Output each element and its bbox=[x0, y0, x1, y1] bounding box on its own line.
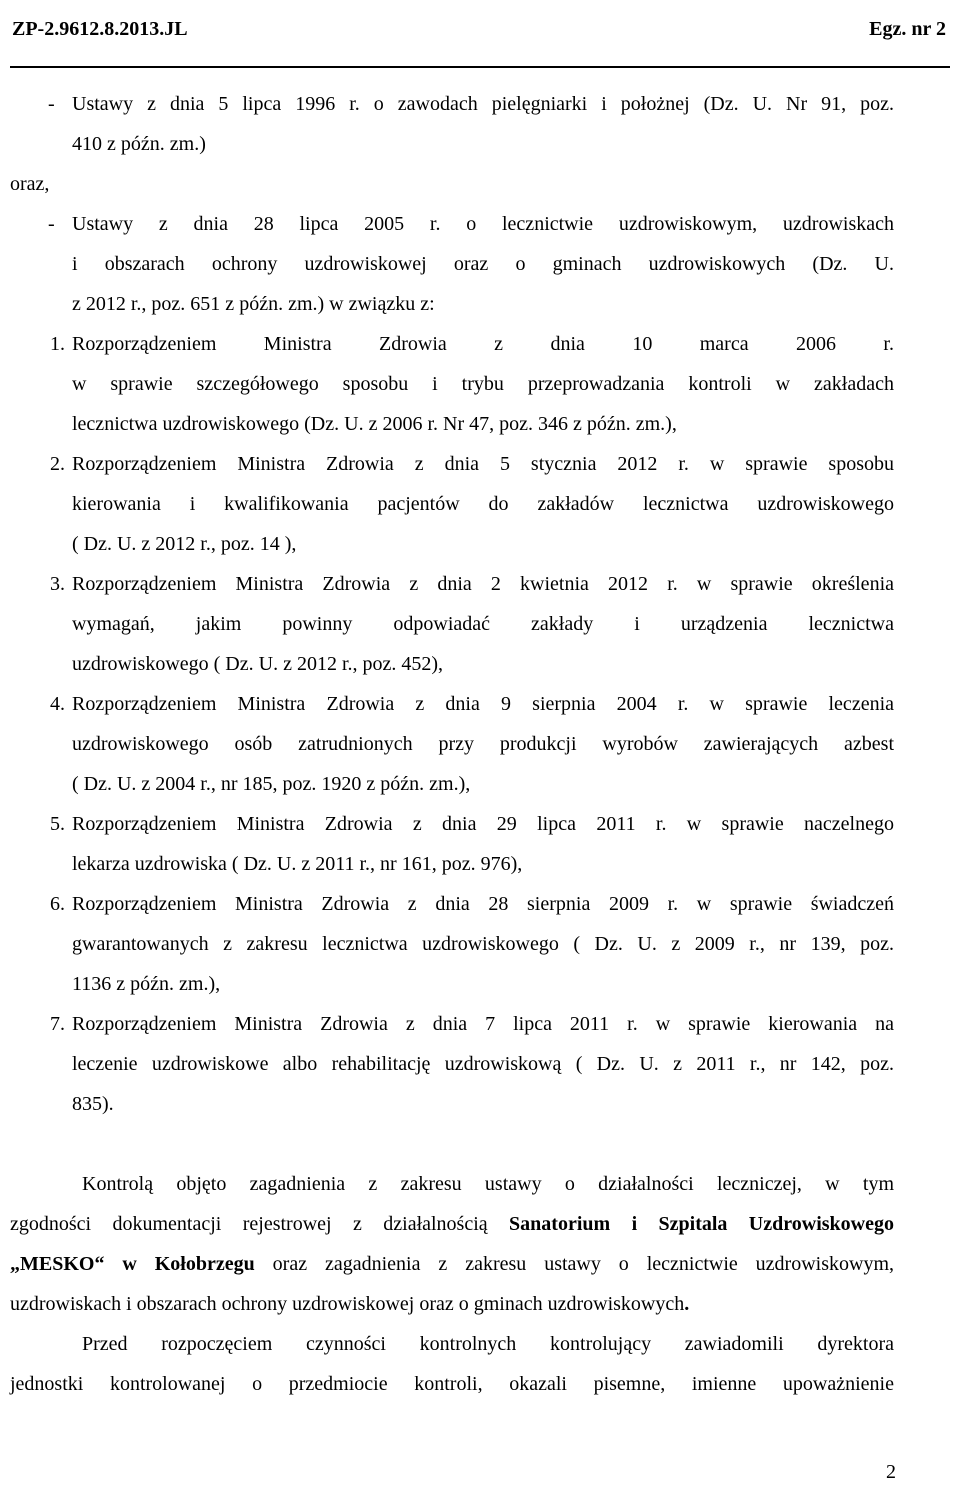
list-line: Ustawy z dnia 28 lipca 2005 r. o lecznictwie uzdrowiskowym, uzdrowiskach bbox=[72, 213, 894, 235]
paragraph-line bbox=[10, 1244, 894, 1284]
institution-name: „MESKO“ w Kołobrzegu bbox=[10, 1253, 255, 1275]
regulation-item bbox=[10, 1004, 894, 1124]
list-line: 1136 z późn. zm.), bbox=[72, 973, 221, 995]
paragraph-line: jednostki kontrolowanej o przedmiocie kontroli, okazali pisemne, imienne upoważnienie bbox=[10, 1373, 894, 1395]
item-number: 7. bbox=[50, 1013, 65, 1035]
list-line: i obszarach ochrony uzdrowiskowej oraz o gminach uzdrowiskowych (Dz. U. bbox=[72, 253, 894, 275]
list-line: Rozporządzeniem Ministra Zdrowia z dnia 2 kwietnia 2012 r. w sprawie określenia bbox=[72, 573, 894, 595]
paragraph-text: oraz zagadnienia z zakresu ustawy o lecznictwie uzdrowiskowym, bbox=[254, 1253, 894, 1275]
list-line: uzdrowiskowego osób zatrudnionych przy produkcji wyrobów zawierających azbest bbox=[72, 733, 894, 755]
paragraph-line bbox=[10, 1204, 894, 1244]
copy-number: Egz. nr 2 bbox=[869, 18, 946, 40]
list-line: 410 z późn. zm.) bbox=[72, 133, 206, 155]
item-number: 5. bbox=[50, 813, 65, 835]
list-line: Rozporządzeniem Ministra Zdrowia z dnia 5 stycznia 2012 r. w sprawie sposobu bbox=[72, 453, 894, 475]
regulation-item bbox=[10, 324, 894, 444]
list-line: uzdrowiskowego ( Dz. U. z 2012 r., poz. 452), bbox=[72, 653, 444, 675]
list-line: Rozporządzeniem Ministra Zdrowia z dnia 9 sierpnia 2004 r. w sprawie leczenia bbox=[72, 693, 894, 715]
list-line: ( Dz. U. z 2012 r., poz. 14 ), bbox=[72, 533, 297, 555]
institution-name: Sanatorium i Szpitala Uzdrowiskowego bbox=[509, 1213, 894, 1235]
list-dash: - bbox=[48, 93, 55, 115]
paragraph-period: . bbox=[684, 1293, 690, 1315]
list-line: wymagań, jakim powinny odpowiadać zakłady i urządzenia lecznictwa bbox=[72, 613, 894, 635]
section-spacer bbox=[10, 1124, 894, 1164]
legal-basis-item bbox=[10, 204, 894, 324]
item-number: 2. bbox=[50, 453, 65, 475]
page-number: 2 bbox=[886, 1461, 896, 1483]
list-line: z 2012 r., poz. 651 z późn. zm.) w związku z: bbox=[72, 293, 435, 315]
connector-text: oraz, bbox=[10, 173, 50, 195]
legal-basis-item bbox=[10, 84, 894, 164]
regulation-item bbox=[10, 564, 894, 684]
item-number: 3. bbox=[50, 573, 65, 595]
document-body bbox=[10, 84, 894, 1404]
item-number: 6. bbox=[50, 893, 65, 915]
document-reference: ZP-2.9612.8.2013.JL bbox=[12, 18, 188, 40]
paragraph-line: Przed rozpoczęciem czynności kontrolnych kontrolujący zawiadomili dyrektora bbox=[82, 1333, 894, 1355]
regulations-list bbox=[10, 324, 894, 1124]
paragraph-text: zgodności dokumentacji rejestrowej z działalnością bbox=[10, 1213, 510, 1235]
list-line: kierowania i kwalifikowania pacjentów do zakładów lecznictwa uzdrowiskowego bbox=[72, 493, 894, 515]
item-number: 1. bbox=[50, 333, 65, 355]
list-line: Rozporządzeniem Ministra Zdrowia z dnia 7 lipca 2011 r. w sprawie kierowania na bbox=[72, 1013, 894, 1035]
paragraph-text: uzdrowiskach i obszarach ochrony uzdrowiskowej oraz o gminach uzdrowiskowych bbox=[10, 1293, 685, 1315]
regulation-item bbox=[10, 444, 894, 564]
paragraph-line bbox=[10, 1284, 894, 1324]
notification-paragraph bbox=[10, 1324, 894, 1404]
list-line: 835). bbox=[72, 1093, 114, 1115]
list-line: gwarantowanych z zakresu lecznictwa uzdrowiskowego ( Dz. U. z 2009 r., nr 139, poz. bbox=[72, 933, 894, 955]
list-line: lecznictwa uzdrowiskowego (Dz. U. z 2006 r. Nr 47, poz. 346 z późn. zm.), bbox=[72, 413, 677, 435]
list-line: w sprawie szczegółowego sposobu i trybu przeprowadzania kontroli w zakładach bbox=[72, 373, 894, 395]
list-line: Rozporządzeniem Ministra Zdrowia z dnia 10 marca 2006 r. bbox=[72, 333, 894, 355]
page-header bbox=[0, 0, 960, 64]
regulation-item bbox=[10, 804, 894, 884]
header-divider bbox=[10, 66, 950, 68]
list-dash: - bbox=[48, 213, 55, 235]
item-number: 4. bbox=[50, 693, 65, 715]
inspection-scope-paragraph bbox=[10, 1164, 894, 1324]
regulation-item bbox=[10, 684, 894, 804]
list-line: leczenie uzdrowiskowe albo rehabilitację uzdrowiskową ( Dz. U. z 2011 r., nr 142, poz. bbox=[72, 1053, 894, 1075]
list-line: lekarza uzdrowiska ( Dz. U. z 2011 r., nr 161, poz. 976), bbox=[72, 853, 523, 875]
regulation-item bbox=[10, 884, 894, 1004]
list-line: ( Dz. U. z 2004 r., nr 185, poz. 1920 z późn. zm.), bbox=[72, 773, 471, 795]
list-line: Ustawy z dnia 5 lipca 1996 r. o zawodach pielęgniarki i położnej (Dz. U. Nr 91, poz. bbox=[72, 93, 894, 115]
list-line: Rozporządzeniem Ministra Zdrowia z dnia 29 lipca 2011 r. w sprawie naczelnego bbox=[72, 813, 894, 835]
paragraph-line: Kontrolą objęto zagadnienia z zakresu ustawy o działalności leczniczej, w tym bbox=[82, 1173, 894, 1195]
list-line: Rozporządzeniem Ministra Zdrowia z dnia 28 sierpnia 2009 r. w sprawie świadczeń bbox=[72, 893, 894, 915]
